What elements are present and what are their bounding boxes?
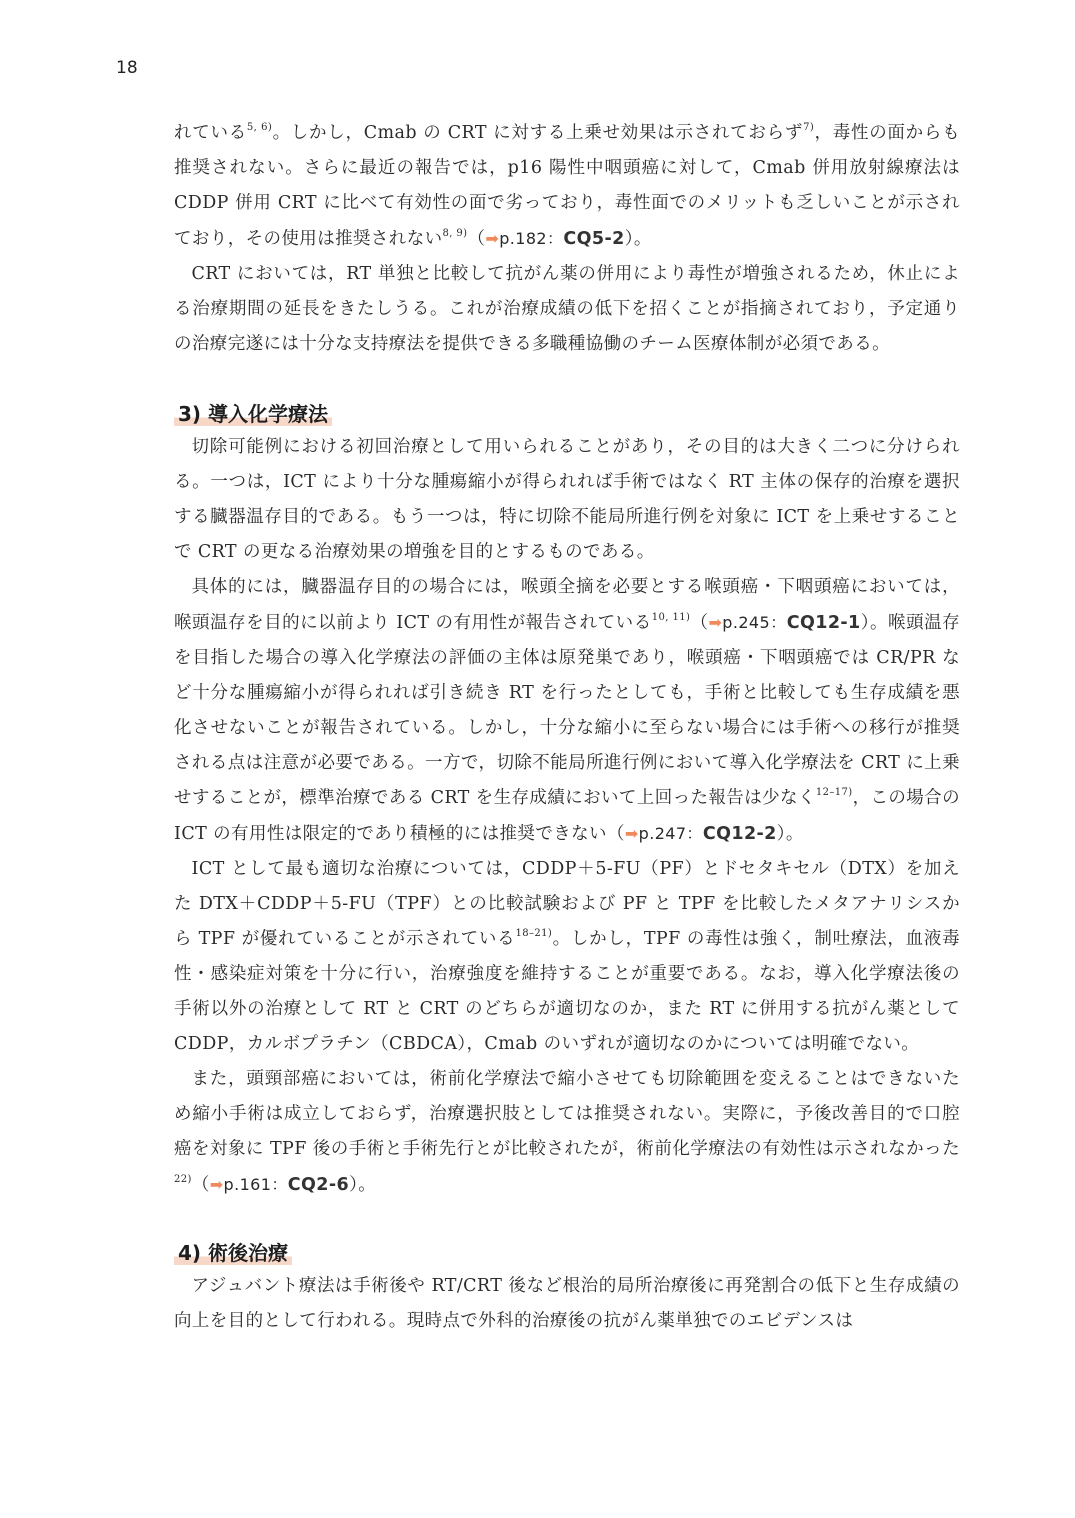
paragraph-adjuvant: アジュバント療法は手術後や RT/CRT 後など根治的局所治療後に再発割合の低下と生存成績の向上を目的として行われる。現時点で外科的治療後の抗がん薬単独でのエビデンスは	[174, 1276, 960, 1331]
paragraph-tpf	[174, 852, 960, 1062]
citation: 22)	[174, 1174, 192, 1185]
text-run: 。しかし，Cmab の CRT に対する上乗せ効果は示されておらず	[272, 123, 804, 143]
cross-ref-page[interactable]: p.182：	[499, 229, 564, 248]
citation: 7)	[803, 122, 815, 133]
cross-ref-cq[interactable]: CQ2-6	[287, 1175, 350, 1195]
cross-ref-page[interactable]: p.245：	[722, 613, 787, 632]
paren-close: ）。	[349, 1175, 377, 1195]
paren-close: ）。	[776, 824, 804, 844]
page-body	[174, 116, 960, 1339]
section-heading-induction: 3) 導入化学療法	[174, 400, 332, 428]
text-run: ，毒性の面からも推奨されない。さらに最近の報告では，p16 陽性中咽頭癌に対して，Cmab 併用放射線療法は CDDP 併用 CRT に比べて有効性の面で劣っており，毒性面でのメリットも乏しいことが示されており，その使用は推奨されない	[174, 123, 961, 249]
cross-ref-cq[interactable]: CQ12-2	[702, 824, 777, 844]
citation: 8, 9)	[442, 228, 468, 239]
paragraph-crt: CRT においては，RT 単独と比較して抗がん薬の併用により毒性が増強されるため，休止による治療期間の延長をきたしうる。これが治療成績の低下を招くことが指摘されており，予定通りの治療完遂には十分な支持療法を提供できる多職種協働のチーム医療体制が必須である。	[174, 264, 960, 354]
citation: 5, 6)	[246, 122, 273, 133]
cross-ref-page[interactable]: p.247：	[638, 824, 703, 843]
text-run: ICT として最も適切な治療については，CDDP＋5-FU（PF）とドセタキセル（DTX）を加えた DTX＋CDDP＋5-FU（TPF）との比較試験および PF と TPF を比較したメタアナリシスから TPF が優れていることが示されている	[174, 859, 960, 949]
paren-open: （	[467, 229, 486, 249]
paren-close: ）。	[860, 613, 889, 633]
citation: 10, 11)	[651, 612, 691, 623]
citation: 12–17)	[815, 787, 853, 798]
cross-ref-page[interactable]: p.161：	[223, 1175, 288, 1194]
right-arrow-icon: ➡	[708, 613, 723, 632]
paren-close: ）。	[624, 229, 652, 249]
right-arrow-icon: ➡	[485, 229, 500, 248]
text-run: 具体的には，臓器温存目的の場合には，喉頭全摘を必要とする喉頭癌・下咽頭癌においては，喉頭温存を目的に以前より ICT の有用性が報告されている	[174, 577, 960, 633]
paragraph-organ-preservation	[174, 570, 960, 852]
paragraph-neoadjuvant	[174, 1062, 960, 1203]
text-run: 喉頭温存を目指した場合の導入化学療法の評価の主体は原発巣であり，喉頭癌・下咽頭癌では CR/PR など十分な腫瘍縮小が得られれば引き続き RT を行ったとしても，手術と比較しても生存成績を悪化させないことが報告されている。しかし，十分な縮小に至らない場合には手術への移行が推奨される点は注意が必要である。一方で，切除不能局所進行例において導入化学療法を CRT に上乗せすることが，標準治療である CRT を生存成績において上回った報告は少なく	[174, 613, 960, 808]
right-arrow-icon: ➡	[624, 824, 639, 843]
citation: 18–21)	[515, 928, 553, 939]
text-run: ，この場合の ICT の有用性は限定的であり積極的には推奨できない	[174, 788, 960, 844]
paragraph-ict-purpose: 切除可能例における初回治療として用いられることがあり，その目的は大きく二つに分けられる。一つは，ICT により十分な腫瘍縮小が得られれば手術ではなく RT 主体の保存的治療を選択する臓器温存目的である。もう一つは，特に切除不能局所進行例を対象に ICT を上乗せすることで CRT の更なる治療効果の増強を目的とするものである。	[174, 437, 960, 562]
page-number: 18	[116, 58, 138, 78]
paren-open: （	[690, 613, 709, 633]
right-arrow-icon: ➡	[209, 1175, 224, 1194]
section-heading-postoperative: 4) 術後治療	[174, 1239, 292, 1267]
cross-ref-cq[interactable]: CQ12-1	[786, 613, 861, 633]
paragraph-cmab	[174, 116, 960, 257]
paren-open: （	[606, 824, 625, 844]
text-run: また，頭頸部癌においては，術前化学療法で縮小させても切除範囲を変えることはできないため縮小手術は成立しておらず，治療選択肢としては推奨されない。実際に，予後改善目的で口腔癌を対象に TPF 後の手術と手術先行とが比較されたが，術前化学療法の有効性は示されなかった	[174, 1069, 960, 1159]
text-run: 。しかし，TPF の毒性は強く，制吐療法，血液毒性・感染症対策を十分に行い，治療強度を維持することが重要である。なお，導入化学療法後の手術以外の治療として RT と CRT のどちらが適切なのか，また RT に併用する抗がん薬として CDDP，カルボプラチン（CBDCA），Cmab のいずれが適切なのかについては明確でない。	[174, 929, 960, 1054]
text-run: れている	[174, 123, 247, 143]
cross-ref-cq[interactable]: CQ5-2	[563, 229, 625, 249]
paren-open: （	[191, 1175, 210, 1195]
